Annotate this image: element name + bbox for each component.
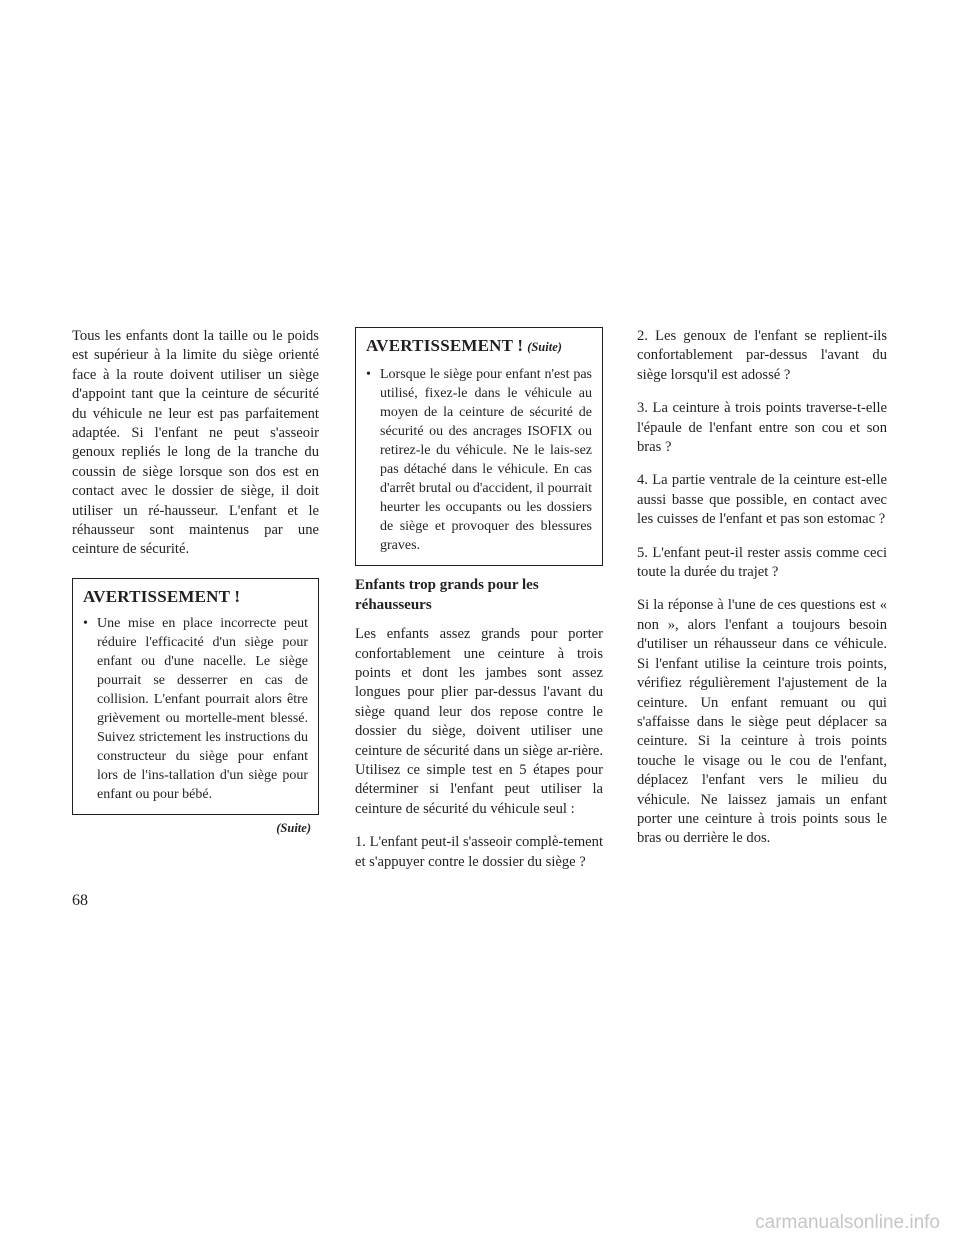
warning-bullet-item xyxy=(83,614,308,804)
warning-box-continued xyxy=(355,327,603,566)
conclusion-paragraph: Si la réponse à l'une de ces questions est « non », alors l'enfant a toujours besoin d'utiliser un réhausseur dans ce véhicule. Si l'enfant utilise la ceinture trois points, vérifiez régulièrement l'ajustement de la ceinture. Un enfant remuant ou qui s'affaisse dans le siège peut déplacer sa ceinture. Si la ceinture à trois points touche le visage ou le cou de l'enfant, déplacez l'enfant vers le milieu du véhicule. Ne laissez jamais un enfant porter une ceinture à trois points sous le bras ou derrière le dos. xyxy=(637,597,887,847)
column-left xyxy=(72,327,319,839)
column-right xyxy=(637,327,887,863)
bullet-icon: • xyxy=(83,616,88,632)
warning-title: AVERTISSEMENT ! xyxy=(83,586,241,606)
bullet-icon: • xyxy=(366,367,371,383)
step-5: 5. L'enfant peut-il rester assis comme ceci toute la durée du trajet ? xyxy=(637,544,887,581)
step-1: 1. L'enfant peut-il s'asseoir complè-tement et s'appuyer contre le dossier du siège ? xyxy=(355,834,604,870)
warning-bullet-item xyxy=(366,365,592,555)
section-paragraph: Les enfants assez grands pour porter confortablement une ceinture à trois points et dont les jambes sont assez longues pour plier par-dessus l'avant du siège quand leur dos repose contre le dossier du siège, doivent utiliser une ceinture de sécurité dans un siège ar-rière. Utilisez ce simple test en 5 étapes pour déterminer si l'enfant peut utiliser la ceinture de sécurité du véhicule seul : xyxy=(355,626,603,817)
column-middle xyxy=(355,327,603,886)
section-heading: Enfants trop grands pour les réhausseurs xyxy=(355,577,539,613)
watermark: carmanualsonline.info xyxy=(755,1212,940,1233)
warning-text: Lorsque le siège pour enfant n'est pas utilisé, fixez-le dans le véhicule au moyen de la ceinture de sécurité de sécurité ou des ancrages ISOFIX ou retirez-le du véhicule. Ne le lais-sez pas détaché dans le véhicule. En cas d'arrêt brutal ou d'accident, il pourrait heurter les occupants ou les dossiers de siège et provoquer des blessures graves. xyxy=(380,367,592,554)
warning-title-text: AVERTISSEMENT ! xyxy=(366,336,524,355)
page-number: 68 xyxy=(72,892,88,909)
warning-box xyxy=(72,578,319,815)
continued-label: (Suite) xyxy=(276,821,311,836)
warning-title xyxy=(366,336,592,357)
step-2: 2. Les genoux de l'enfant se replient-ils confortablement par-dessus l'avant du siège lorsqu'il est adossé ? xyxy=(637,328,887,383)
step-3: 3. La ceinture à trois points traverse-t-elle l'épaule de l'enfant entre son cou et son bras ? xyxy=(637,400,887,456)
intro-paragraph: Tous les enfants dont la taille ou le poids est supérieur à la limite du siège orienté face à la route doivent utiliser un siège d'appoint tant que la ceinture de sécurité du véhicule ne leur est pas parfaitement adaptée. Si l'enfant ne peut s'asseoir genoux repliés le long de la tranche du coussin de siège lorsque son dos est en contact avec le dossier de siège, il doit utiliser un ré-hausseur. L'enfant et le réhausseur sont maintenus par une ceinture de sécurité. xyxy=(72,328,319,558)
step-4: 4. La partie ventrale de la ceinture est-elle aussi basse que possible, en contact avec les cuisses de l'enfant et pas son estomac ? xyxy=(637,472,887,528)
continued-label: (Suite) xyxy=(527,340,562,354)
warning-text: Une mise en place incorrecte peut réduire l'efficacité d'un siège pour enfant ou d'une nacelle. Le siège pourrait se desserrer en cas de collision. L'enfant pourrait alors être grièvement ou mortelle-ment blessé. Suivez strictement les instructions du constructeur du siège pour enfant lors de l'ins-tallation d'un siège pour enfant ou pour bébé. xyxy=(97,616,308,803)
